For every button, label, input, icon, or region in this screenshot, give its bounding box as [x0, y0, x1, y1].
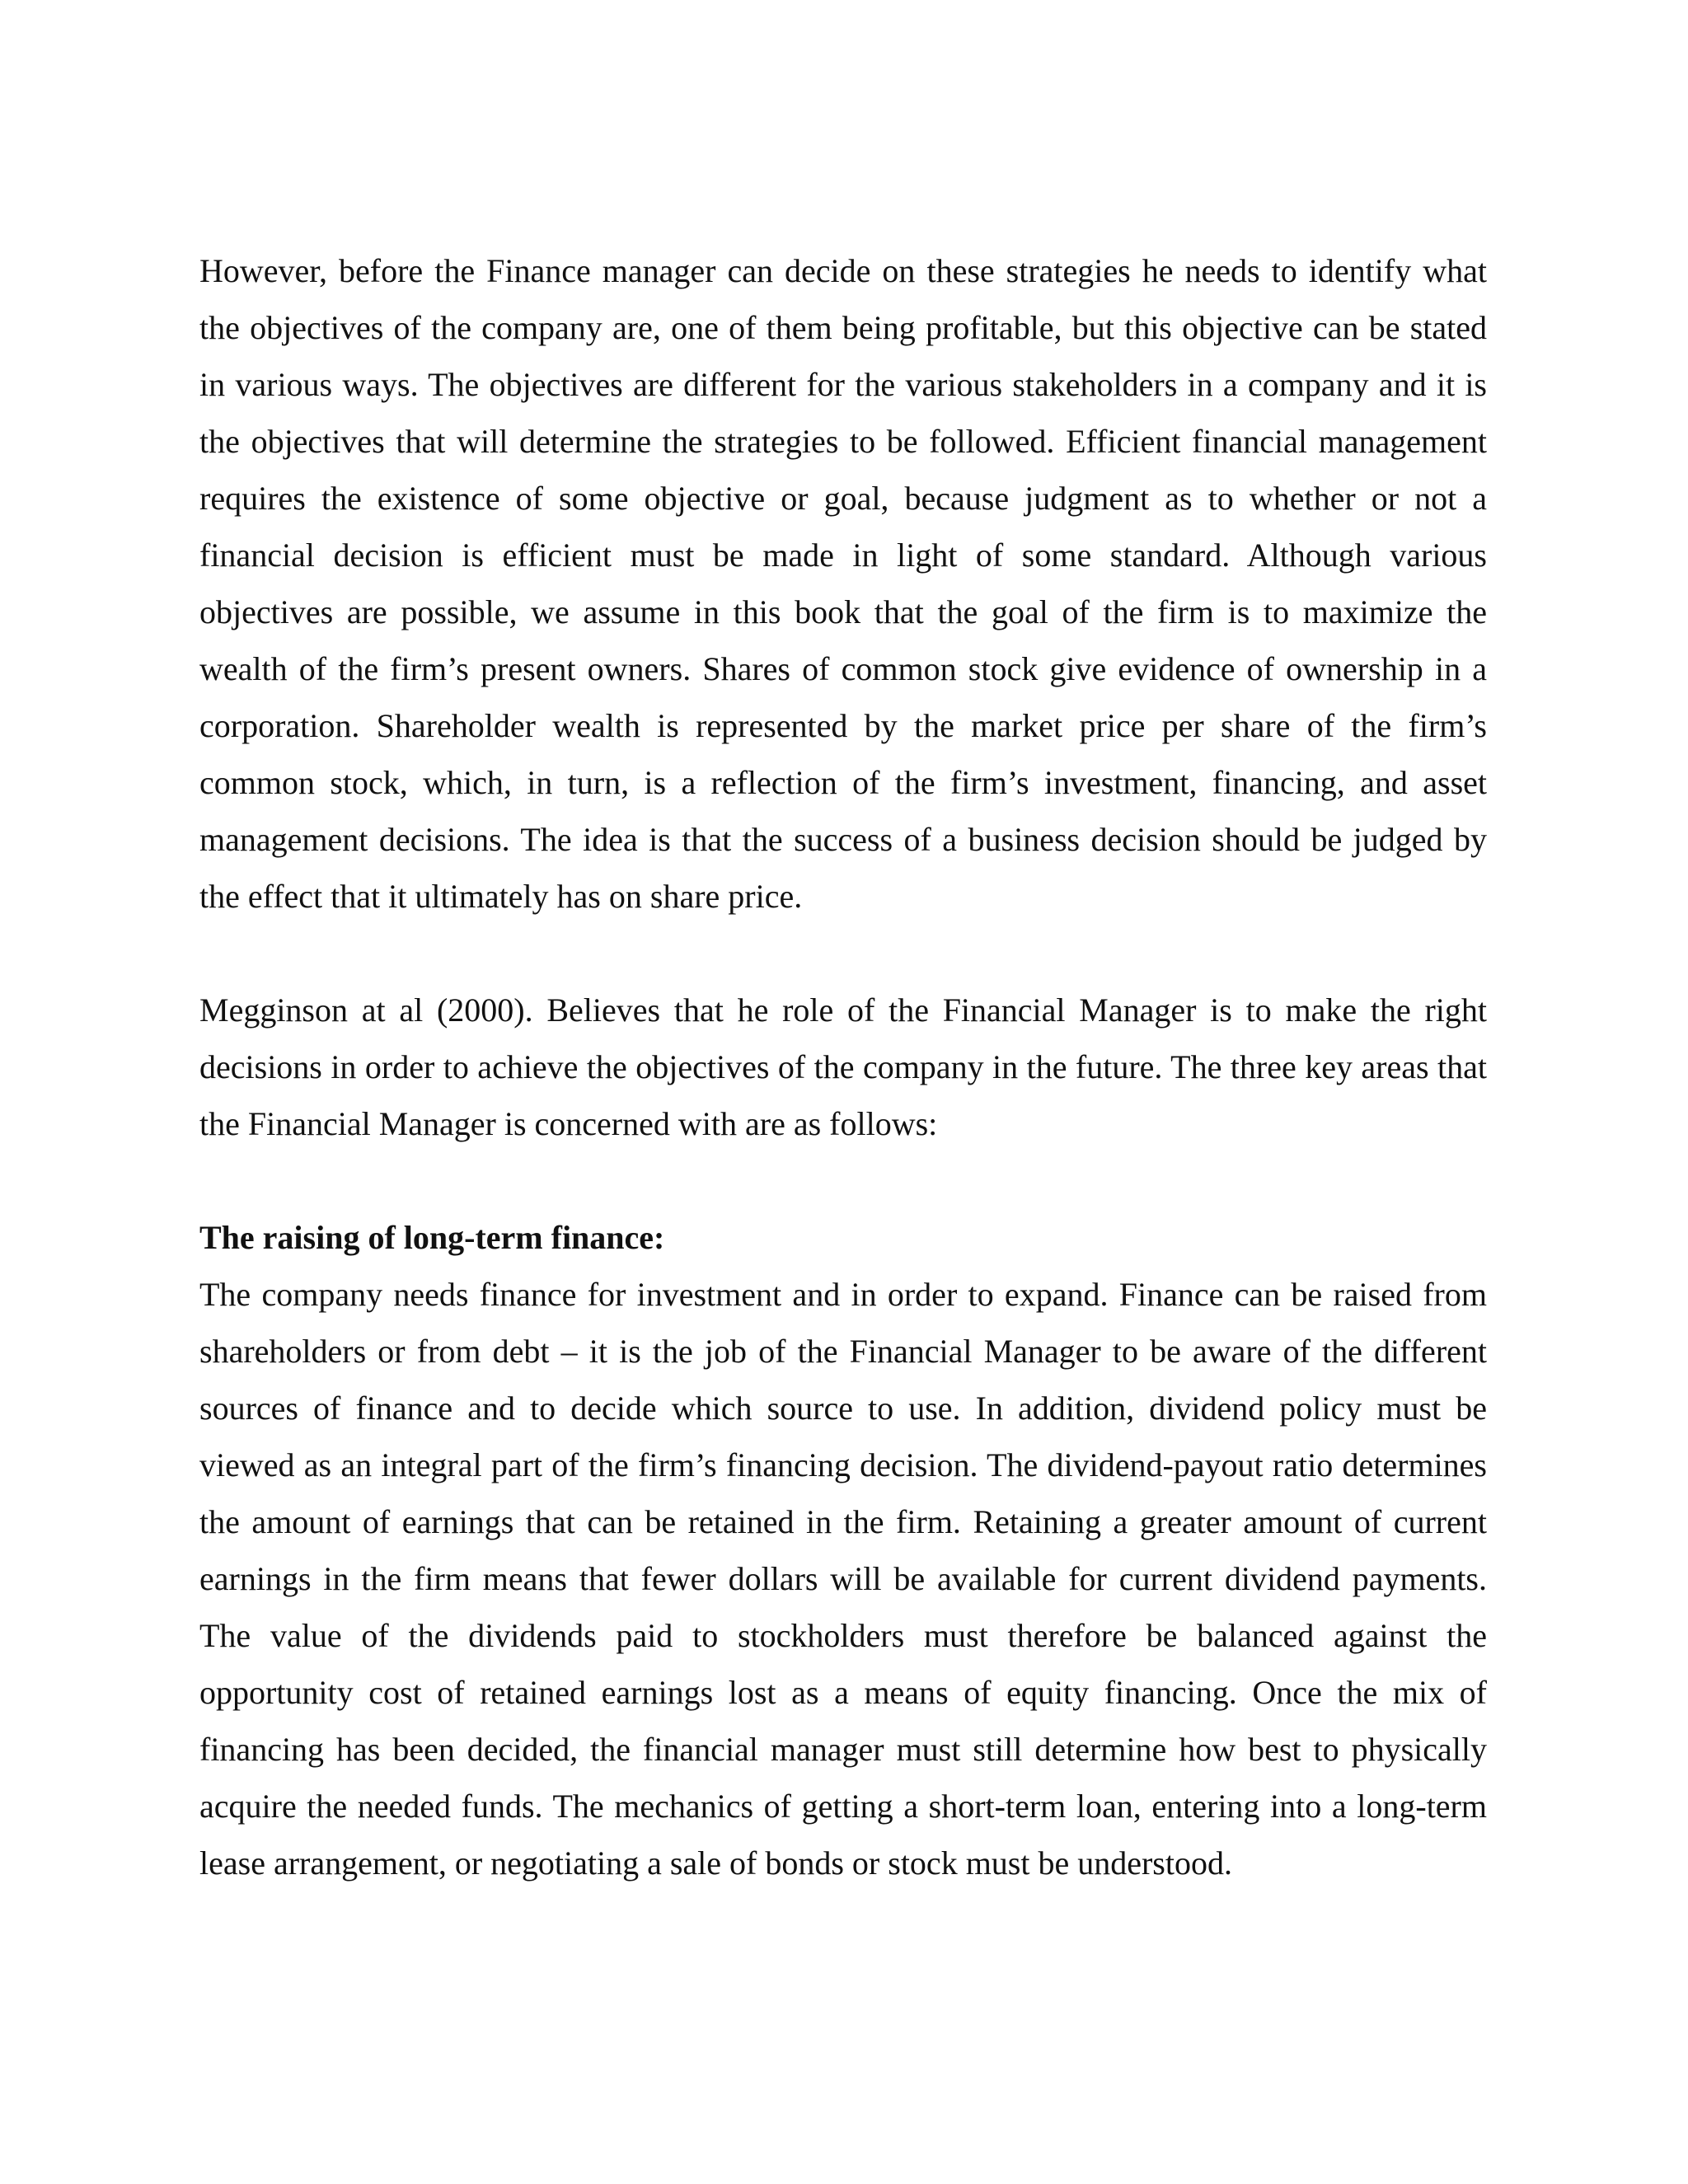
paragraph-objectives: However, before the Finance manager can decide on these strategies he needs to identify what the objectives of the company are, one of them being profitable, but this objective can be stated in various ways. The objectives are different for the various stakeholders in a company and it is the objectives that will determine the strategies to be followed. Efficient financial management requires the existence of some objective or goal, because judgment as to whether or not a financial decision is efficient must be made in light of some standard. Although various objectives are possible, we assume in this book that the goal of the firm is to maximize the wealth of the firm’s present owners. Shares of common stock give evidence of ownership in a corporation. Shareholder wealth is represented by the market price per share of the firm’s common stock, which, in turn, is a reflection of the firm’s investment, financing, and asset management decisions. The idea is that the success of a business decision should be judged by the effect that it ultimately has on share price.: [199, 252, 1487, 915]
paragraph-long-term-finance: The company needs finance for investment and in order to expand. Finance can be raised from shareholders or from debt – it is the job of the Financial Manager to be aware of the different sources of finance and to decide which source to use. In addition, dividend policy must be viewed as an integral part of the firm’s financing decision. The dividend-payout ratio determines the amount of earnings that can be retained in the firm. Retaining a greater amount of current earnings in the firm means that fewer dollars will be available for current dividend payments. The value of the dividends paid to stockholders must therefore be balanced against the opportunity cost of retained earnings lost as a means of equity financing. Once the mix of financing has been decided, the financial manager must still determine how best to physically acquire the needed funds. The mechanics of getting a short-term loan, entering into a long-term lease arrangement, or negotiating a sale of bonds or stock must be understood.: [199, 1276, 1487, 1882]
document-body: [199, 242, 1487, 1891]
section-heading-long-term-finance: The raising of long-term finance:: [199, 1219, 665, 1256]
paragraph-financial-manager-role: Megginson at al (2000). Believes that he role of the Financial Manager is to make the right decisions in order to achieve the objectives of the company in the future. The three key areas that the Financial Manager is concerned with are as follows:: [199, 991, 1487, 1142]
